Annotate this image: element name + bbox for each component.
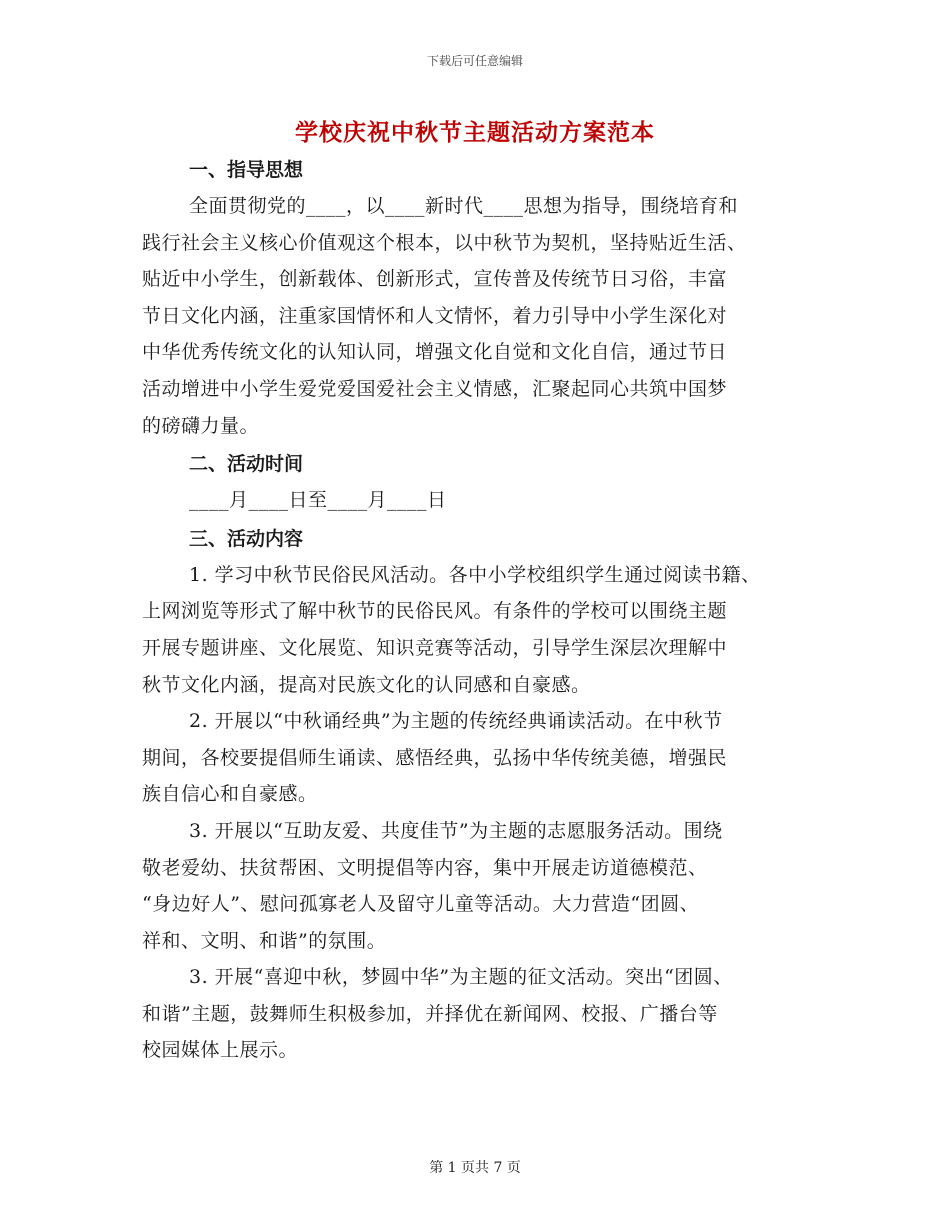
- paragraph-line: 活动增进中小学生爱党爱国爱社会主义情感，汇聚起同心共筑中国梦: [142, 377, 728, 400]
- body-paragraph: [142, 813, 814, 959]
- paragraph-line: 2. 开展以“中秋诵经典”为主题的传统经典诵读活动。在中秋节: [189, 710, 723, 733]
- body-paragraph: [142, 959, 814, 1069]
- paragraph-line: 祥和、文明、和谐”的氛围。: [142, 929, 387, 952]
- paragraph-line: 期间，各校要提倡师生诵读、感悟经典，弘扬中华传统美德，增强民: [142, 746, 728, 769]
- document-body: [142, 150, 814, 1069]
- paragraph-line: 全面贯彻党的____，以____新时代____思想为指导，围绕培育和: [189, 195, 739, 217]
- page-footer: 第 1 页共 7 页: [429, 1160, 521, 1176]
- paragraph-line: 3. 开展“喜迎中秋，梦圆中华”为主题的征文活动。突出“团圆、: [189, 966, 733, 989]
- body-paragraph: [142, 482, 814, 519]
- paragraph-line: 和谐”主题，鼓舞师生积极参加，并择优在新闻网、校报、广播台等: [142, 1002, 718, 1025]
- paragraph-line: 中华优秀传统文化的认知认同，增强文化自觉和文化自信，通过节日: [142, 341, 728, 364]
- paragraph-line: 贴近中小学生，创新载体、创新形式，宣传普及传统节日习俗，丰富: [142, 268, 728, 291]
- paragraph-line: 的磅礴力量。: [142, 414, 260, 437]
- header-note: 下载后可任意编辑: [426, 54, 523, 68]
- paragraph-line: 族自信心和自豪感。: [142, 783, 318, 806]
- section-heading: 三、活动内容: [189, 527, 304, 550]
- paragraph-line: 1. 学习中秋节民俗民风活动。各中小学校组织学生通过阅读书籍、: [189, 563, 761, 586]
- body-paragraph: [142, 188, 814, 444]
- paragraph-line: 开展专题讲座、文化展览、知识竞赛等活动，引导学生深层次理解中: [142, 636, 728, 659]
- paragraph-line: 上网浏览等形式了解中秋节的民俗民风。有条件的学校可以围绕主题: [142, 600, 728, 623]
- paragraph-line: 敬老爱幼、扶贫帮困、文明提倡等内容，集中开展走访道德模范、: [142, 856, 708, 879]
- paragraph-line: “身边好人”、慰问孤寡老人及留守儿童等活动。大力营造“团圆、: [142, 893, 700, 916]
- paragraph-line: ____月____日至____月____日: [189, 489, 447, 512]
- section-heading: 二、活动时间: [189, 453, 304, 476]
- paragraph-line: 践行社会主义核心价值观这个根本，以中秋节为契机，坚持贴近生活、: [142, 231, 747, 254]
- section-heading: 一、指导思想: [189, 159, 304, 181]
- paragraph-line: 节日文化内涵，注重家国情怀和人文情怀，着力引导中小学生深化对: [142, 304, 728, 327]
- paragraph-line: 3. 开展以“互助友爱、共度佳节”为主题的志愿服务活动。围绕: [189, 819, 723, 842]
- body-paragraph: [142, 703, 814, 813]
- body-paragraph: [142, 557, 814, 703]
- paragraph-line: 秋节文化内涵，提高对民族文化的认同感和自豪感。: [142, 673, 591, 696]
- document-title: 学校庆祝中秋节主题活动方案范本: [295, 119, 655, 146]
- paragraph-line: 校园媒体上展示。: [142, 1039, 299, 1062]
